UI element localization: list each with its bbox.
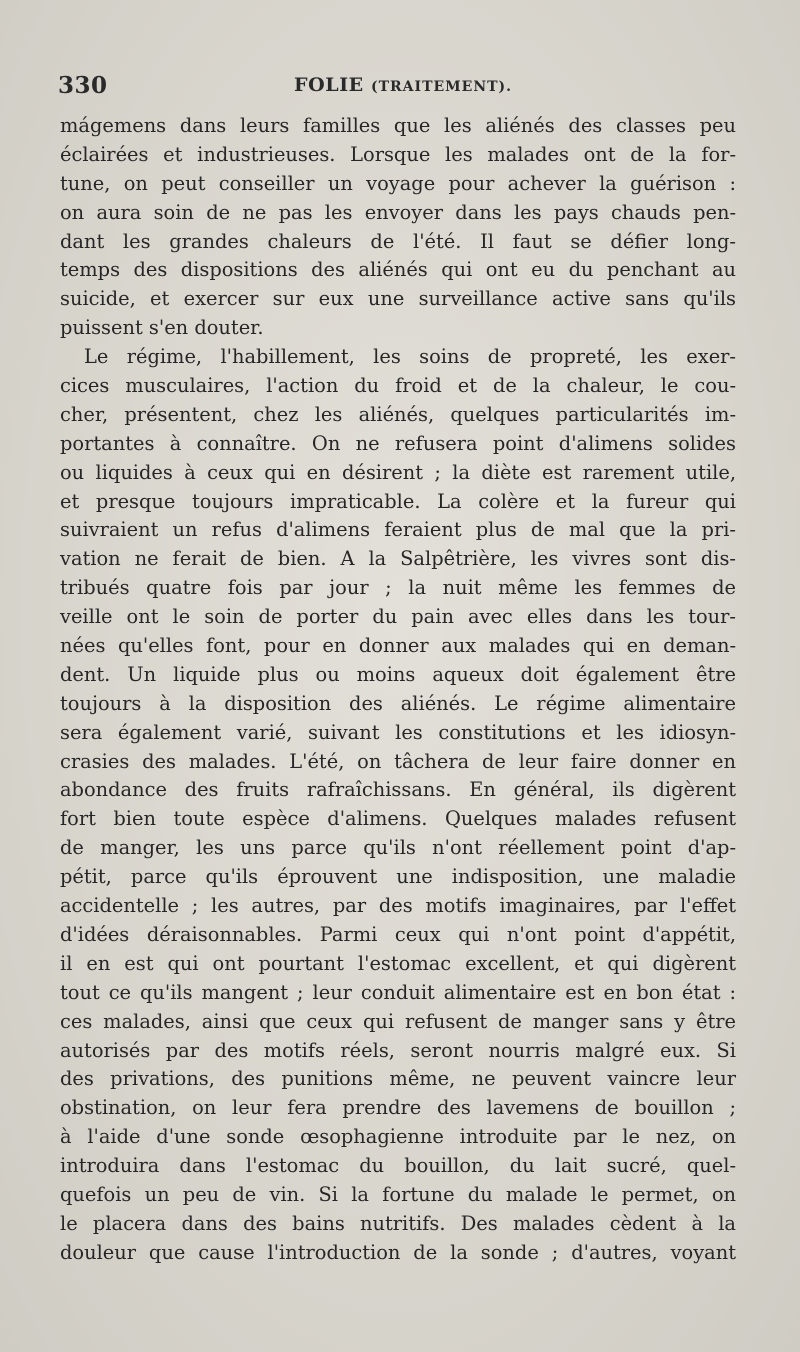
text-line: quefois un peu de vin. Si la fortune du malade le permet, on [60,1182,736,1206]
text-line: toujours à la disposition des aliénés. Le régime alimentaire [60,691,736,715]
text-line: tune, on peut conseiller un voyage pour achever la guérison : [60,171,736,195]
text-line: Le régime, l'habillement, les soins de propreté, les exer- [84,345,736,369]
text-line: tribués quatre fois par jour ; la nuit même les femmes de [60,576,736,600]
running-title [294,74,512,96]
text-line: temps des dispositions des aliénés qui ont eu du penchant au [60,258,736,282]
text-line: le placera dans des bains nutritifs. Des malades cèdent à la [60,1211,736,1235]
text-line: accidentelle ; les autres, par des motifs imaginaires, par l'effet [60,894,736,918]
text-line: mágemens dans leurs familles que les aliénés des classes peu [60,114,736,137]
text-line: fort bien toute espèce d'alimens. Quelques malades refusent [60,807,736,831]
text-line: veille ont le soin de porter du pain avec elles dans les tour- [60,605,736,629]
text-line: dent. Un liquide plus ou moins aqueux doit également être [60,662,736,686]
text-line: d'idées déraisonnables. Parmi ceux qui n'ont point d'appétit, [60,922,736,946]
text-line: puissent s'en douter. [60,316,264,340]
text-line: il en est qui ont pourtant l'estomac excellent, et qui digèrent [60,951,736,975]
text-line: sera également varié, suivant les constitutions et les idiosyn- [60,720,736,744]
text-line: cher, présentent, chez les aliénés, quelques particularités im- [60,402,736,426]
text-line: et presque toujours impraticable. La colère et la fureur qui [60,489,736,513]
text-line: à l'aide d'une sonde œsophagienne introduite par le nez, on [60,1125,736,1149]
text-line: suicide, et exercer sur eux une surveillance active sans qu'ils [60,287,736,311]
text-line: dant les grandes chaleurs de l'été. Il faut se défier long- [60,229,736,253]
text-line: obstination, on leur fera prendre des lavemens de bouillon ; [60,1096,736,1120]
page-header [58,72,738,106]
text-line: suivraient un refus d'alimens feraient plus de mal que la pri- [60,518,736,542]
text-line: ces malades, ainsi que ceux qui refusent de manger sans y être [60,1009,736,1033]
text-line: abondance des fruits rafraîchissans. En général, ils digèrent [60,778,736,802]
body-text [60,112,736,1268]
text-line: introduira dans l'estomac du bouillon, du lait sucré, quel- [60,1154,736,1178]
running-title-main: FOLIE [294,74,364,96]
text-line: vation ne ferait de bien. A la Salpêtrière, les vivres sont dis- [60,547,736,571]
text-line: des privations, des punitions même, ne peuvent vaincre leur [60,1067,736,1091]
text-line: crasies des malades. L'été, on tâchera de leur faire donner en [60,749,736,773]
text-line: de manger, les uns parce qu'ils n'ont réellement point d'ap- [60,836,736,860]
text-line: pétit, parce qu'ils éprouvent une indisposition, une maladie [60,865,736,889]
text-line: tout ce qu'ils mangent ; leur conduit alimentaire est en bon état : [60,980,736,1004]
text-line: ou liquides à ceux qui en désirent ; la diète est rarement utile, [60,460,736,484]
page-number: 330 [58,72,108,99]
text-line: cices musculaires, l'action du froid et de la chaleur, le cou- [60,374,736,398]
text-line: autorisés par des motifs réels, seront nourris malgré eux. Si [60,1038,736,1062]
text-line: on aura soin de ne pas les envoyer dans les pays chauds pen- [60,200,736,224]
text-line: douleur que cause l'introduction de la sonde ; d'autres, voyant [60,1240,736,1264]
text-line: éclairées et industrieuses. Lorsque les malades ont de la for- [60,142,736,166]
text-line: nées qu'elles font, pour en donner aux malades qui en deman- [60,634,736,658]
running-title-sub: (TRAITEMENT). [371,79,513,95]
text-line: portantes à connaître. On ne refusera point d'alimens solides [60,431,736,455]
